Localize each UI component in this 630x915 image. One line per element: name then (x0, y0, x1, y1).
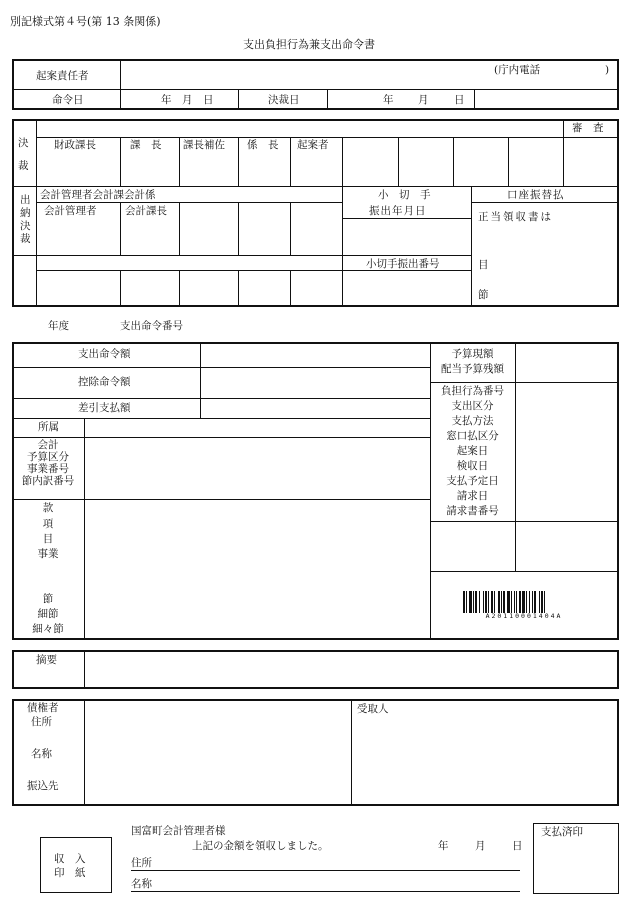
receipt-note: 正当領収書は (478, 211, 553, 223)
barcode-bar (488, 591, 489, 613)
order-number-label: 支出命令番号 (120, 320, 183, 332)
recipient-field[interactable] (353, 701, 617, 804)
addressee: 国富町会計管理者様 (131, 825, 226, 837)
budget-current-label: 予算現額 (451, 348, 494, 360)
barcode-bar (479, 591, 480, 613)
right-label-5: 起案日 (456, 445, 489, 457)
sub-label-saisetsu: 細節 (37, 608, 59, 620)
check-label: 小 切 手 (378, 189, 431, 201)
sub-label-setsu: 節 (42, 593, 54, 605)
barcode-bar (466, 591, 467, 613)
barcode-bar (483, 591, 484, 613)
net-amount-field[interactable] (202, 400, 428, 417)
finance-chief-label: 財政課長 (54, 139, 96, 151)
kessai-char-1: 決 (18, 137, 29, 149)
creditor-label: 債権者 (27, 702, 59, 714)
right-label-3: 支払方法 (451, 415, 494, 427)
deduction-amount-field[interactable] (202, 369, 428, 397)
kessai-char-2: 裁 (18, 160, 29, 172)
creditor-name-label: 名称 (31, 748, 52, 760)
creditor-field[interactable] (86, 701, 349, 804)
barcode-bar (522, 591, 525, 613)
affiliation-label: 所属 (38, 421, 59, 433)
right-label-1: 負担行為番号 (441, 385, 504, 397)
order-date-label: 命令日 (52, 94, 84, 106)
order-amount-field[interactable] (202, 344, 428, 366)
phone-close: ) (605, 64, 610, 76)
suitou-char-3: 決 (20, 220, 31, 232)
budget-label-2: 予算区分 (27, 451, 69, 463)
transfer-label: 口座振替払 (507, 189, 565, 201)
form-number: 別記様式第４号(第 13 条関係) (10, 15, 161, 28)
staff-chief-label: 係 長 (247, 139, 279, 151)
suitou-char-1: 出 (20, 194, 31, 206)
barcode-bar (514, 591, 515, 613)
receipt-name-label: 名称 (131, 878, 152, 890)
barcode-bar (473, 591, 474, 613)
receipt-month: 月 (475, 840, 486, 852)
barcode-bar (511, 591, 512, 613)
barcode-bar (485, 591, 487, 613)
barcode-bar (539, 591, 540, 613)
right-label-7: 支払予定日 (446, 475, 499, 487)
issue-date-label: 振出年月日 (369, 205, 427, 217)
barcode-bar (534, 591, 536, 613)
receipt-day: 日 (512, 840, 523, 852)
suitou-char-4: 裁 (20, 233, 31, 245)
receipt-address-label: 住所 (131, 857, 152, 869)
right-label-2: 支出区分 (451, 400, 494, 412)
receipt-address-field[interactable] (160, 855, 518, 869)
barcode-bar (526, 591, 527, 613)
phone-label: (庁内電話 (494, 64, 541, 76)
barcode-bar (491, 591, 493, 613)
suitou-char-2: 納 (20, 207, 31, 219)
sub-label-saisaisetsu: 細々節 (32, 623, 64, 635)
section-chief-label: 課 長 (130, 139, 162, 151)
creditor-address-label: 住所 (31, 716, 52, 728)
transfer-dest-label: 振込先 (27, 780, 59, 792)
paid-seal-label: 支払済印 (541, 826, 583, 838)
originator-stamp-label: 起案者 (297, 139, 329, 151)
budget-label-4: 節内訳番号 (21, 475, 75, 487)
barcode-text: A20110001404A (485, 612, 563, 620)
barcode-bar (501, 591, 502, 613)
budget-label-1: 会計 (37, 439, 59, 451)
originator-label: 起案責任者 (36, 70, 89, 82)
decision-year: 年 (383, 94, 394, 106)
barcode-bar (516, 591, 517, 613)
barcode-bar (532, 591, 533, 613)
barcode-bar (469, 591, 472, 613)
order-date-ymd: 年 月 日 (161, 94, 214, 106)
revenue-stamp-label-2: 印 紙 (54, 867, 86, 879)
barcode-bar (494, 591, 495, 613)
accounting-row-label: 会計管理者会計課会計係 (40, 189, 156, 201)
item-label-kou: 項 (42, 518, 54, 530)
barcode-bar (529, 591, 530, 613)
receipt-year: 年 (438, 840, 449, 852)
fiscal-year-label: 年度 (48, 320, 69, 332)
barcode-bar (541, 591, 543, 613)
assistant-chief-label: 課長補佐 (183, 139, 225, 151)
decision-day: 日 (454, 94, 465, 106)
deduction-amount-label: 控除命令額 (78, 376, 131, 388)
receipt-name-field[interactable] (160, 876, 518, 890)
barcode-bar (463, 591, 465, 613)
summary-label: 摘要 (36, 654, 57, 666)
barcode-image (462, 591, 586, 613)
recipient-label: 受取人 (357, 703, 389, 715)
budget-remaining-label: 配当予算残額 (441, 363, 504, 375)
barcode-bar (498, 591, 500, 613)
barcode-bar (544, 591, 545, 613)
right-label-8: 請求日 (456, 490, 489, 502)
affiliation-field[interactable] (86, 419, 428, 436)
order-amount-label: 支出命令額 (78, 348, 131, 360)
moku-label: 目 (478, 259, 489, 271)
form-title: 支出負担行為兼支出命令書 (243, 38, 375, 51)
barcode-bar (503, 591, 505, 613)
originator-field[interactable] (122, 61, 616, 88)
right-label-4: 窓口払区分 (446, 430, 499, 442)
summary-field[interactable] (86, 652, 617, 687)
decision-date-label: 決裁日 (268, 94, 300, 106)
item-label-kan: 款 (42, 502, 54, 514)
received-statement: 上記の金額を領収しました。 (192, 840, 329, 852)
net-amount-label: 差引支払額 (78, 402, 131, 414)
audit-label: 審 査 (572, 122, 604, 134)
barcode-bar (475, 591, 477, 613)
revenue-stamp-label-1: 収 入 (54, 853, 86, 865)
item-label-moku: 目 (42, 533, 54, 545)
budget-label-3: 事業番号 (27, 463, 69, 475)
barcode-bar (507, 591, 510, 613)
decision-month: 月 (418, 94, 429, 106)
barcode-bar (519, 591, 521, 613)
check-number-label: 小切手振出番号 (366, 258, 440, 270)
accounting-chief-label: 会計課長 (125, 205, 167, 217)
setsu-label: 節 (478, 289, 489, 301)
accounting-manager-label: 会計管理者 (44, 205, 97, 217)
right-label-6: 検収日 (456, 460, 489, 472)
item-label-jigyou: 事業 (37, 548, 59, 560)
right-label-9: 請求書番号 (446, 505, 499, 517)
